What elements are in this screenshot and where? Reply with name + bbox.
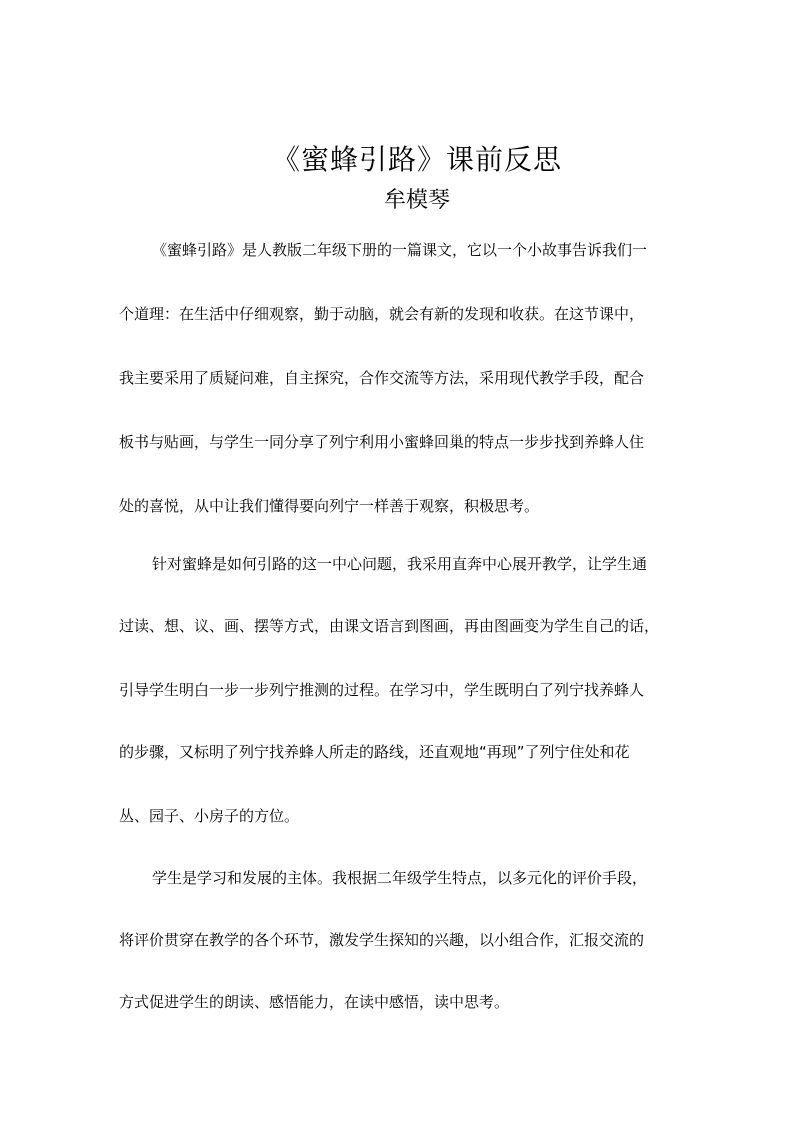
text-line: 过读、想、议、画、摆等方式，由课文语言到图画，再由图画变为学生自己的话，	[119, 617, 660, 635]
text-line: 个道理：在生活中仔细观察，勤于动脑，就会有新的发现和收获。在这节课中，	[119, 305, 645, 323]
text-line: 我主要采用了质疑问难，自主探究，合作交流等方法，采用现代教学手段，配合	[119, 369, 645, 387]
text-line: 引导学生明白一步一步列宁推测的过程。在学习中，学生既明白了列宁找养蜂人	[119, 681, 645, 699]
text-line: 《蜜蜂引路》是人教版二年级下册的一篇课文，它以一个小故事告诉我们一	[152, 241, 648, 259]
text-line: 丛、园子、小房子的方位。	[119, 807, 300, 825]
document-title: 《蜜蜂引路》课前反思	[271, 143, 562, 176]
text-line: 将评价贯穿在教学的各个环节，激发学生探知的兴趣，以小组合作，汇报交流的	[119, 931, 645, 949]
text-line: 学生是学习和发展的主体。我根据二年级学生特点，以多元化的评价手段，	[152, 869, 648, 887]
document-author: 牟模琴	[383, 188, 450, 213]
text-line: 处的喜悦，从中让我们懂得要向列宁一样善于观察，积极思考。	[119, 497, 540, 515]
text-line: 板书与贴画，与学生一同分享了列宁利用小蜜蜂回巢的特点一步步找到养蜂人住	[119, 433, 645, 451]
text-line: 的步骤，又标明了列宁找养蜂人所走的路线，还直观地“再现”了列宁住处和花	[119, 743, 630, 761]
text-line: 方式促进学生的朗读、感悟能力，在读中感悟，读中思考。	[119, 993, 510, 1011]
text-line: 针对蜜蜂是如何引路的这一中心问题，我采用直奔中心展开教学，让学生通	[152, 555, 648, 573]
